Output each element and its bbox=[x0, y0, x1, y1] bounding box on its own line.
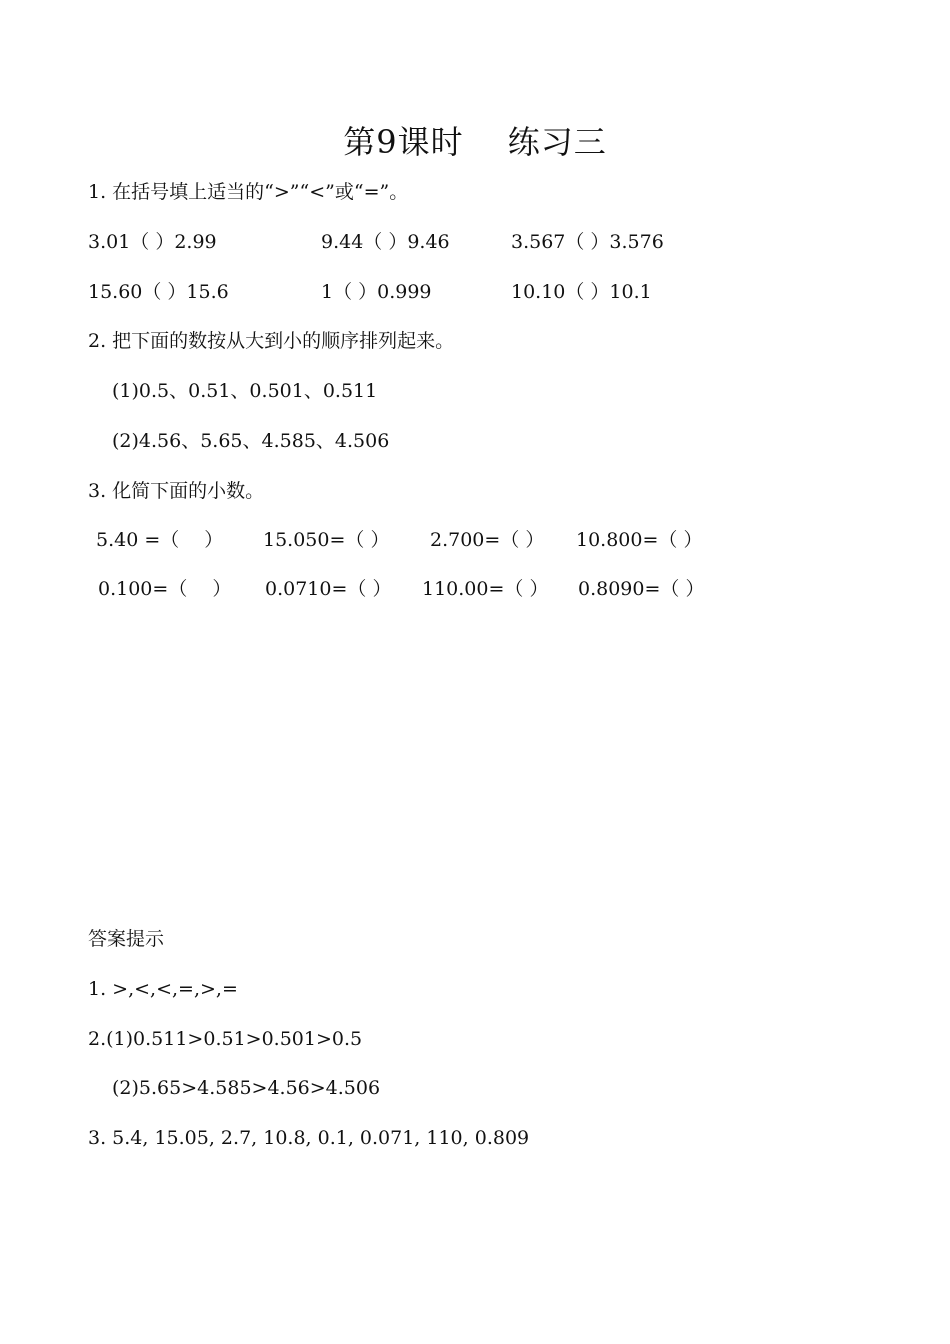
q1-compare-item: 1（ ）0.999 bbox=[321, 281, 432, 303]
answer-2-part-1: 2.(1)0.511>0.51>0.501>0.5 bbox=[88, 1028, 363, 1050]
q3-simplify-item: 10.800=（ ） bbox=[576, 529, 703, 551]
q3-simplify-item: 5.40 =（ ） bbox=[96, 529, 224, 551]
question-1-prompt: 1. 在括号填上适当的“>”“<”或“=”。 bbox=[88, 181, 409, 203]
answers-heading: 答案提示 bbox=[88, 928, 165, 950]
question-2-prompt: 2. 把下面的数按从大到小的顺序排列起来。 bbox=[88, 330, 455, 352]
q2-item: (2)4.56、5.65、4.585、4.506 bbox=[112, 430, 390, 452]
q1-compare-item: 3.567（ ）3.576 bbox=[511, 231, 664, 253]
q3-simplify-item: 2.700=（ ） bbox=[430, 529, 545, 551]
q1-compare-item: 10.10（ ）10.1 bbox=[511, 281, 652, 303]
page-title: 第9课时 练习三 bbox=[343, 123, 607, 161]
q3-simplify-item: 0.100=（ ） bbox=[98, 578, 232, 600]
q3-simplify-item: 110.00=（ ） bbox=[422, 578, 549, 600]
answer-2-part-2: (2)5.65>4.585>4.56>4.506 bbox=[112, 1077, 381, 1099]
q3-simplify-item: 0.8090=（ ） bbox=[578, 578, 705, 600]
question-3-prompt: 3. 化简下面的小数。 bbox=[88, 480, 265, 502]
answer-3: 3. 5.4, 15.05, 2.7, 10.8, 0.1, 0.071, 110, 0.809 bbox=[88, 1127, 530, 1149]
q1-compare-item: 15.60（ ）15.6 bbox=[88, 281, 229, 303]
q3-simplify-item: 0.0710=（ ） bbox=[265, 578, 392, 600]
q3-simplify-item: 15.050=（ ） bbox=[263, 529, 390, 551]
q2-item: (1)0.5、0.51、0.501、0.511 bbox=[112, 380, 378, 402]
answer-1: 1. >,<,<,=,>,= bbox=[88, 978, 238, 1000]
q1-compare-item: 3.01（ ）2.99 bbox=[88, 231, 217, 253]
q1-compare-item: 9.44（ ）9.46 bbox=[321, 231, 450, 253]
